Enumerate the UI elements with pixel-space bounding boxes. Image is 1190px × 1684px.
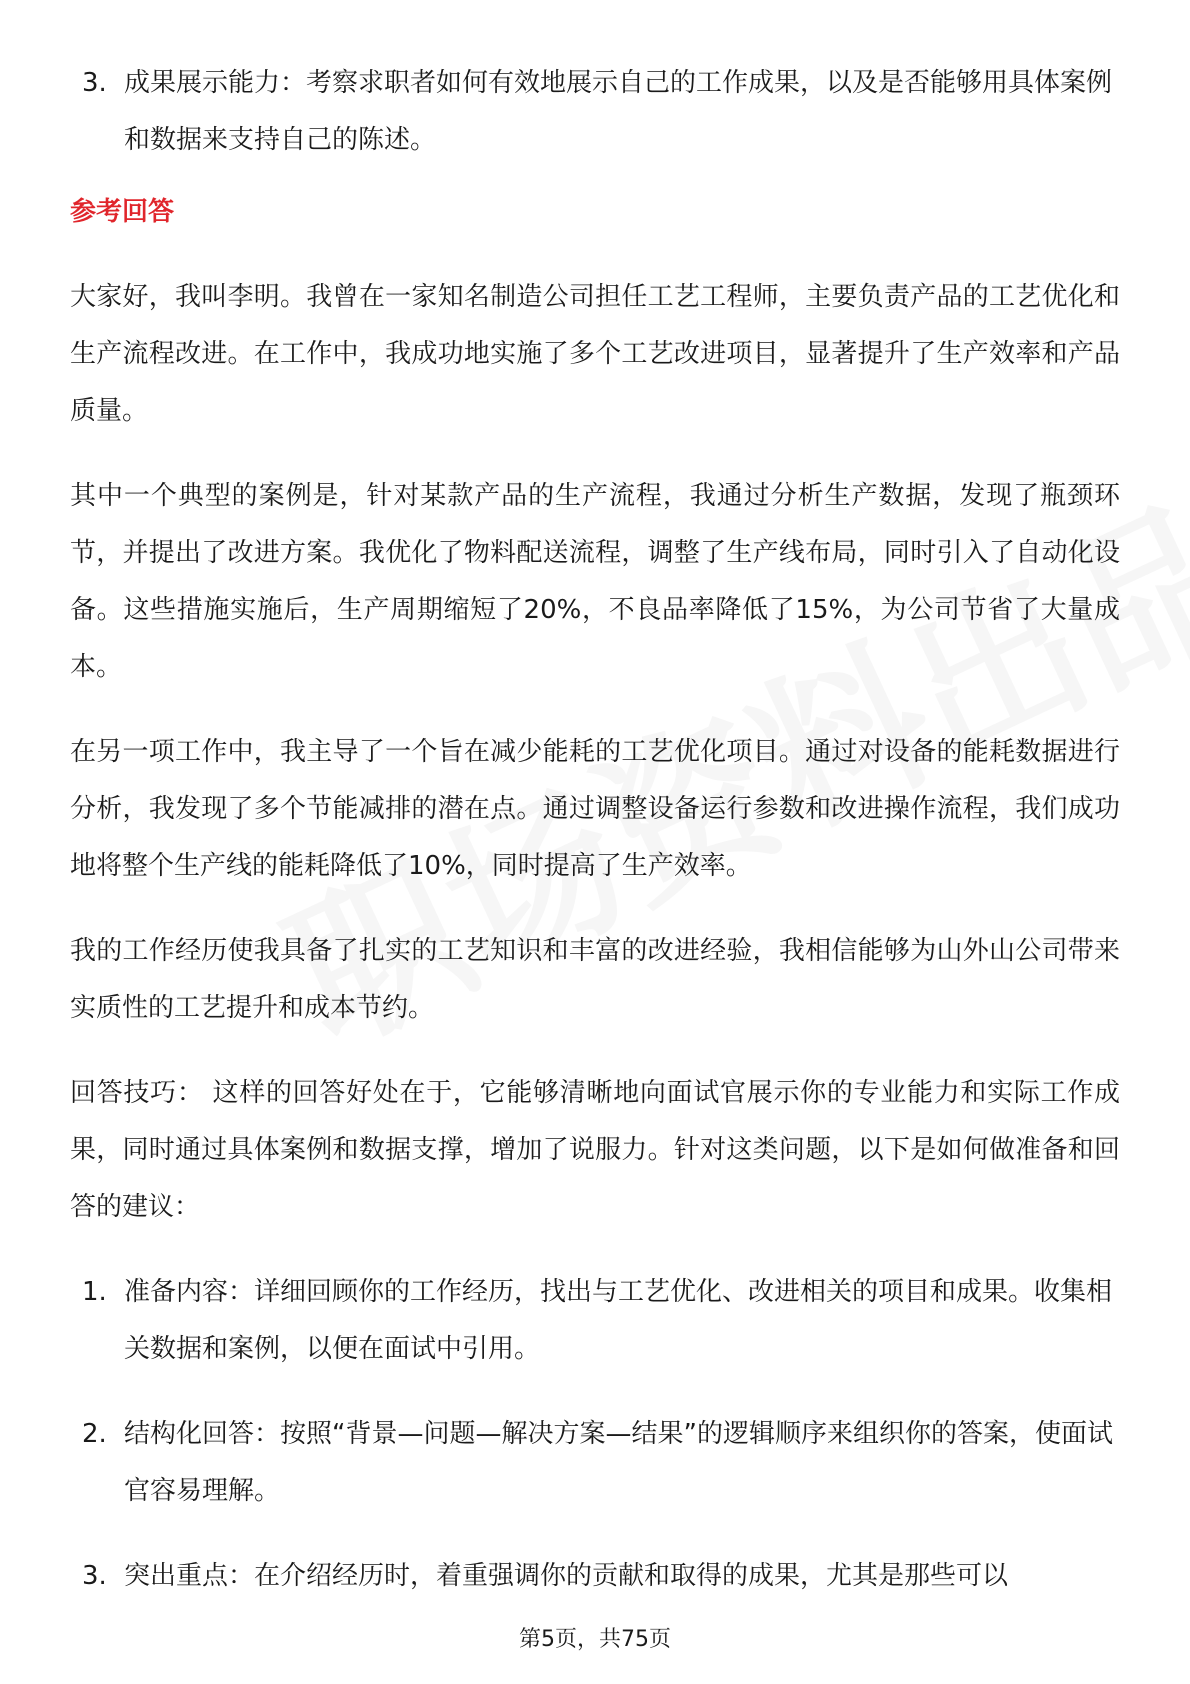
page-content xyxy=(70,55,1120,1605)
list-item-tip-1 xyxy=(70,1264,1120,1378)
list-text: 准备内容：详细回顾你的工作经历，找出与工艺优化、改进相关的项目和成果。收集相关数据和案例，以便在面试中引用。 xyxy=(124,1277,1113,1364)
paragraph-case-1: 其中一个典型的案例是，针对某款产品的生产流程，我通过分析生产数据，发现了瓶颈环节，并提出了改进方案。我优化了物料配送流程，调整了生产线布局，同时引入了自动化设备。这些措施实施后，生产周期缩短了20%，不良品率降低了15%，为公司节省了大量成本。 xyxy=(70,481,1120,682)
paragraph-intro: 大家好，我叫李明。我曾在一家知名制造公司担任工艺工程师，主要负责产品的工艺优化和生产流程改进。在工作中，我成功地实施了多个工艺改进项目，显著提升了生产效率和产品质量。 xyxy=(70,282,1120,426)
list-number: 2. xyxy=(82,1419,107,1449)
list-item-tip-3 xyxy=(70,1548,1120,1605)
section-heading: 参考回答 xyxy=(70,197,175,227)
list-item-assessment-3 xyxy=(70,55,1120,169)
page-footer: 第5页，共75页 xyxy=(519,1627,671,1652)
paragraph-case-2: 在另一项工作中，我主导了一个旨在减少能耗的工艺优化项目。通过对设备的能耗数据进行分析，我发现了多个节能减排的潜在点。通过调整设备运行参数和改进操作流程，我们成功地将整个生产线的能耗降低了10%，同时提高了生产效率。 xyxy=(70,737,1120,881)
list-text: 突出重点：在介绍经历时，着重强调你的贡献和取得的成果，尤其是那些可以 xyxy=(124,1561,1009,1591)
list-text: 结构化回答：按照“背景—问题—解决方案—结果”的逻辑顺序来组织你的答案，使面试官容易理解。 xyxy=(124,1419,1113,1506)
paragraph-summary: 我的工作经历使我具备了扎实的工艺知识和丰富的改进经验，我相信能够为山外山公司带来实质性的工艺提升和成本节约。 xyxy=(70,936,1120,1023)
list-text: 成果展示能力：考察求职者如何有效地展示自己的工作成果，以及是否能够用具体案例和数据来支持自己的陈述。 xyxy=(124,68,1113,155)
list-item-tip-2 xyxy=(70,1406,1120,1520)
list-number: 3. xyxy=(82,68,107,98)
list-number: 1. xyxy=(82,1277,107,1307)
paragraph-tips: 回答技巧： 这样的回答好处在于，它能够清晰地向面试官展示你的专业能力和实际工作成果，同时通过具体案例和数据支撑，增加了说服力。针对这类问题，以下是如何做准备和回答的建议： xyxy=(70,1078,1120,1222)
list-number: 3. xyxy=(82,1561,107,1591)
